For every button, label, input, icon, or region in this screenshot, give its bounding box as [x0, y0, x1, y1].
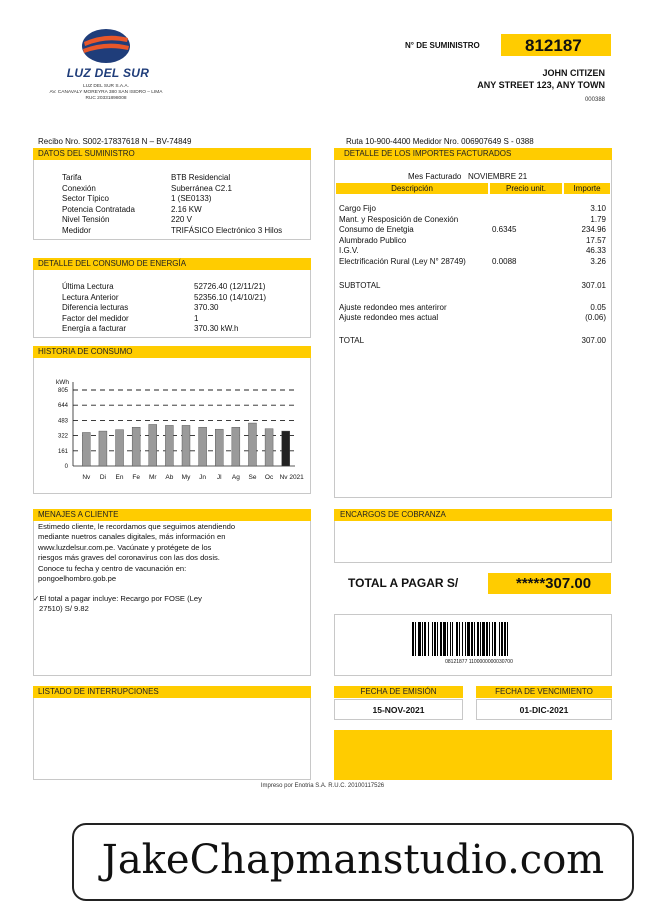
x-tick-label: My: [181, 474, 191, 481]
subtotal-value: 307.01: [581, 281, 606, 290]
chart-bar: [199, 427, 207, 466]
charge-amount: 3.26: [590, 256, 606, 266]
barcode-bar: [462, 622, 463, 656]
logo-text: LUZ DEL SUR: [66, 66, 150, 80]
consumption-value: 52356.10 (14/10/21): [194, 292, 267, 302]
barcode-bar: [471, 622, 473, 656]
x-tick-label: Ab: [165, 474, 174, 481]
charge-amount: 17.57: [585, 235, 606, 245]
charge-row: [339, 236, 606, 247]
chart-bar: [182, 425, 190, 466]
barcode-bar: [428, 622, 429, 656]
barcode-bar: [465, 622, 466, 656]
charge-row: [339, 246, 606, 257]
route-meter: Ruta 10-900-4400 Medidor Nro. 006907649 S - 0388: [346, 137, 534, 146]
total-row: [339, 336, 606, 347]
consumption-label: Última Lectura: [62, 282, 114, 291]
watermark-banner: [72, 823, 634, 901]
x-tick-label: Ag: [231, 474, 240, 481]
barcode-bar: [422, 622, 423, 656]
adjust-prev-label: Ajuste redondeo mes anteriror: [339, 303, 447, 312]
consumption-value: 52726.40 (12/11/21): [194, 282, 266, 291]
barcode-bar: [494, 622, 496, 656]
charge-desc: Consumo de Enetgia: [339, 225, 414, 234]
supply-data-values: [171, 173, 282, 236]
issue-date-box: [334, 699, 463, 720]
consumption-label: Lectura Anterior: [62, 292, 119, 302]
barcode-bar: [507, 622, 508, 656]
barcode: [412, 622, 546, 656]
message-line: Estimedo cliente, le recordamos que seguimos atendiendo: [38, 522, 236, 531]
barcode-bar: [447, 622, 448, 656]
subtotal-label: SUBTOTAL: [339, 281, 381, 290]
fose-note-line: ✓El total a pagar incluye: Recargo por FOSE (Ley: [33, 594, 202, 603]
amount-due-value: *****307.00: [516, 575, 592, 592]
barcode-bar: [501, 622, 503, 656]
interruptions-panel: [33, 686, 311, 780]
charge-amount: 46.33: [585, 246, 606, 255]
barcode-bar: [489, 622, 490, 656]
adjust-curr-value: (0.06): [585, 313, 606, 322]
col-amount: Importe: [564, 183, 610, 194]
chart-bar: [116, 430, 124, 466]
barcode-bar: [492, 622, 493, 656]
company-ruc: RUC 20331898008: [85, 96, 127, 101]
customer-address: ANY STREET 123, ANY TOWN: [477, 80, 605, 90]
supply-value: TRIFÁSICO Electrónico 3 Hilos: [171, 225, 283, 235]
chart-bar: [82, 432, 90, 466]
charge-price: 0.6345: [492, 225, 517, 234]
charge-price: 0.0088: [492, 256, 517, 266]
barcode-bar: [504, 622, 506, 656]
barcode-bar: [450, 622, 451, 656]
supply-number: [501, 34, 611, 56]
barcode-bar: [437, 622, 438, 656]
barcode-bar: [459, 622, 460, 656]
fose-note-line: 27510) S/ 9.82: [39, 604, 89, 614]
barcode-bar: [440, 622, 442, 656]
company-name: LUZ DEL SUR S.A.A.: [83, 84, 129, 89]
charges-title: DETALLE DE LOS IMPORTES FACTURADOS: [334, 148, 612, 160]
supply-label: Potencia Contratada: [62, 204, 135, 214]
consumption-labels: [62, 282, 129, 335]
total-label: TOTAL: [339, 336, 365, 345]
consumption-label: Diferencia lecturas: [62, 303, 129, 312]
charge-amount: 3.10: [590, 204, 606, 213]
col-unit-price: Precio unit.: [490, 183, 562, 194]
adjust-curr-label: Ajuste redondeo mes actual: [339, 313, 439, 322]
charge-row: [339, 215, 606, 226]
supply-data-labels: [62, 173, 135, 236]
barcode-bar: [474, 622, 475, 656]
supply-number-label: N° DE SUMINISTRO: [405, 41, 480, 50]
y-axis-label: kWh: [56, 379, 69, 386]
barcode-bar: [432, 622, 433, 656]
message-line: www.luzdelsur.com.pe. Vacúnate y protégete de los: [38, 542, 212, 552]
chart-bar: [165, 425, 173, 466]
x-tick-label: Jn: [199, 474, 207, 481]
supply-value: 1 (SE0133): [171, 194, 212, 203]
charge-desc: Cargo Fijo: [339, 204, 376, 213]
x-tick-label: Se: [248, 474, 257, 481]
consumption-chart: [33, 362, 311, 492]
issue-date-value: 15-NOV-2021: [372, 705, 425, 715]
barcode-bar: [480, 622, 481, 656]
x-tick-label: En: [115, 474, 124, 481]
y-tick-label: 483: [57, 418, 68, 425]
watermark-text: JakeChapmanstudio.com: [101, 837, 605, 883]
message-line: riesgos más graves del coronavirus con las dos dosis.: [38, 553, 220, 563]
collection-title: ENCARGOS DE COBRANZA: [334, 509, 612, 521]
due-date-value: 01-DIC-2021: [519, 705, 569, 715]
barcode-bar: [467, 622, 470, 656]
barcode-bar: [452, 622, 453, 656]
supply-label: Conexión: [62, 183, 96, 193]
subtotal-row: [339, 281, 606, 292]
customer-code: 000388: [584, 97, 605, 103]
charge-row: [339, 204, 606, 215]
supply-label: Medidor: [62, 225, 91, 235]
barcode-bar: [477, 622, 479, 656]
due-date-title: FECHA DE VENCIMIENTO: [476, 686, 612, 698]
x-tick-label: Nv: [82, 474, 91, 481]
message-line: Conoce tu fecha y centro de vacunación en:: [38, 563, 187, 573]
charges-table-header: [336, 183, 610, 194]
barcode-bar: [412, 622, 414, 656]
supply-value: Suberránea C2.1: [171, 183, 232, 193]
charges-items: [339, 204, 606, 267]
chart-bar: [265, 429, 273, 466]
company-logo: [80, 28, 132, 64]
adjust-prev-value: 0.05: [590, 303, 606, 312]
yellow-block: [334, 730, 612, 780]
history-title: HISTORIA DE CONSUMO: [33, 346, 311, 358]
x-tick-label: Mr: [148, 474, 157, 481]
barcode-bar: [443, 622, 446, 656]
supply-value: BTB Residencial: [171, 173, 231, 182]
chart-bar: [149, 424, 157, 466]
receipt-number: Recibo Nro. S002-17837618 N – BV-74849: [38, 137, 192, 146]
issue-date-title: FECHA DE EMISIÓN: [334, 686, 463, 698]
charge-desc: Electrificación Rural (Ley N° 28749): [339, 256, 466, 266]
barcode-bar: [456, 622, 458, 656]
chart-bar: [99, 431, 107, 466]
supply-label: Sector Típico: [62, 194, 109, 203]
billed-month: Mes Facturado NOVIEMBRE 21: [408, 172, 528, 181]
total-value: 307.00: [581, 336, 606, 345]
barcode-bar: [418, 622, 421, 656]
consumption-values: [194, 282, 266, 335]
charge-row: [339, 225, 606, 236]
barcode-bar: [424, 622, 426, 656]
adjust-curr-row: [339, 313, 606, 324]
consumption-title: DETALLE DEL CONSUMO DE ENERGÍA: [33, 258, 311, 270]
supply-value: 220 V: [171, 215, 192, 224]
y-tick-label: 322: [57, 433, 68, 440]
x-tick-label: Oc: [264, 474, 274, 481]
barcode-bar: [415, 622, 416, 656]
amount-due-label: TOTAL A PAGAR S/: [348, 576, 459, 590]
supply-label: Nivel Tensión: [62, 215, 110, 224]
supply-data-title: DATOS DEL SUMINISTRO: [33, 148, 311, 160]
message-line: mediante nuetros canales digitales, más información en: [38, 532, 226, 542]
messages-title: MENAJES A CLIENTE: [33, 509, 311, 521]
supply-value: 2.16 KW: [171, 204, 202, 214]
customer-name: JOHN CITIZEN: [542, 68, 605, 78]
x-tick-label: Nv 2021: [279, 474, 304, 481]
charge-amount: 234.96: [581, 225, 606, 234]
company-address: AV. CANAVALY MOREYRA 380 SAN ISIDRO – LIMA: [49, 90, 163, 95]
interruptions-title: LISTADO DE INTERRUPCIONES: [33, 686, 311, 698]
consumption-value: 1: [194, 313, 199, 323]
x-tick-label: Fe: [132, 474, 140, 481]
messages-body: [38, 522, 235, 584]
consumption-label: Energía a facturar: [62, 324, 127, 333]
col-description: Descripción: [336, 183, 488, 194]
x-tick-label: Jl: [216, 474, 222, 481]
charge-desc: Alumbrado Publico: [339, 235, 407, 245]
y-tick-label: 805: [57, 388, 68, 394]
barcode-bar: [486, 622, 488, 656]
barcode-bar: [434, 622, 436, 656]
chart-bar: [232, 427, 240, 466]
consumption-value: 370.30: [194, 303, 219, 312]
chart-bar: [248, 423, 256, 466]
consumption-label: Factor del medidor: [62, 313, 129, 323]
charge-row: [339, 257, 606, 268]
chart-bar: [215, 429, 223, 466]
printed-by: Impreso por Enotria S.A. R.U.C. 20100117526: [260, 783, 385, 789]
supply-label: Tarifa: [62, 173, 82, 182]
company-info: [30, 84, 182, 102]
x-tick-label: Di: [99, 474, 106, 481]
charge-desc: Mant. y Resposición de Conexión: [339, 214, 459, 224]
consumption-value: 370.30 kW.h: [194, 324, 239, 333]
fose-note: [33, 594, 202, 615]
supply-number-value: 812187: [525, 36, 582, 55]
y-tick-label: 161: [57, 448, 68, 455]
message-line: pongoelhombro.gob.pe: [38, 574, 117, 584]
chart-bar: [282, 431, 290, 466]
charge-desc: I.G.V.: [339, 246, 359, 255]
amount-due-box: [488, 573, 611, 594]
barcode-number: 08121877 1100000000030700: [445, 659, 513, 665]
y-tick-label: 0: [64, 464, 68, 470]
due-date-box: [476, 699, 612, 720]
barcode-bar: [499, 622, 500, 656]
barcode-bar: [482, 622, 485, 656]
y-tick-label: 644: [57, 403, 68, 410]
chart-bar: [132, 427, 140, 466]
charge-amount: 1.79: [590, 214, 606, 224]
